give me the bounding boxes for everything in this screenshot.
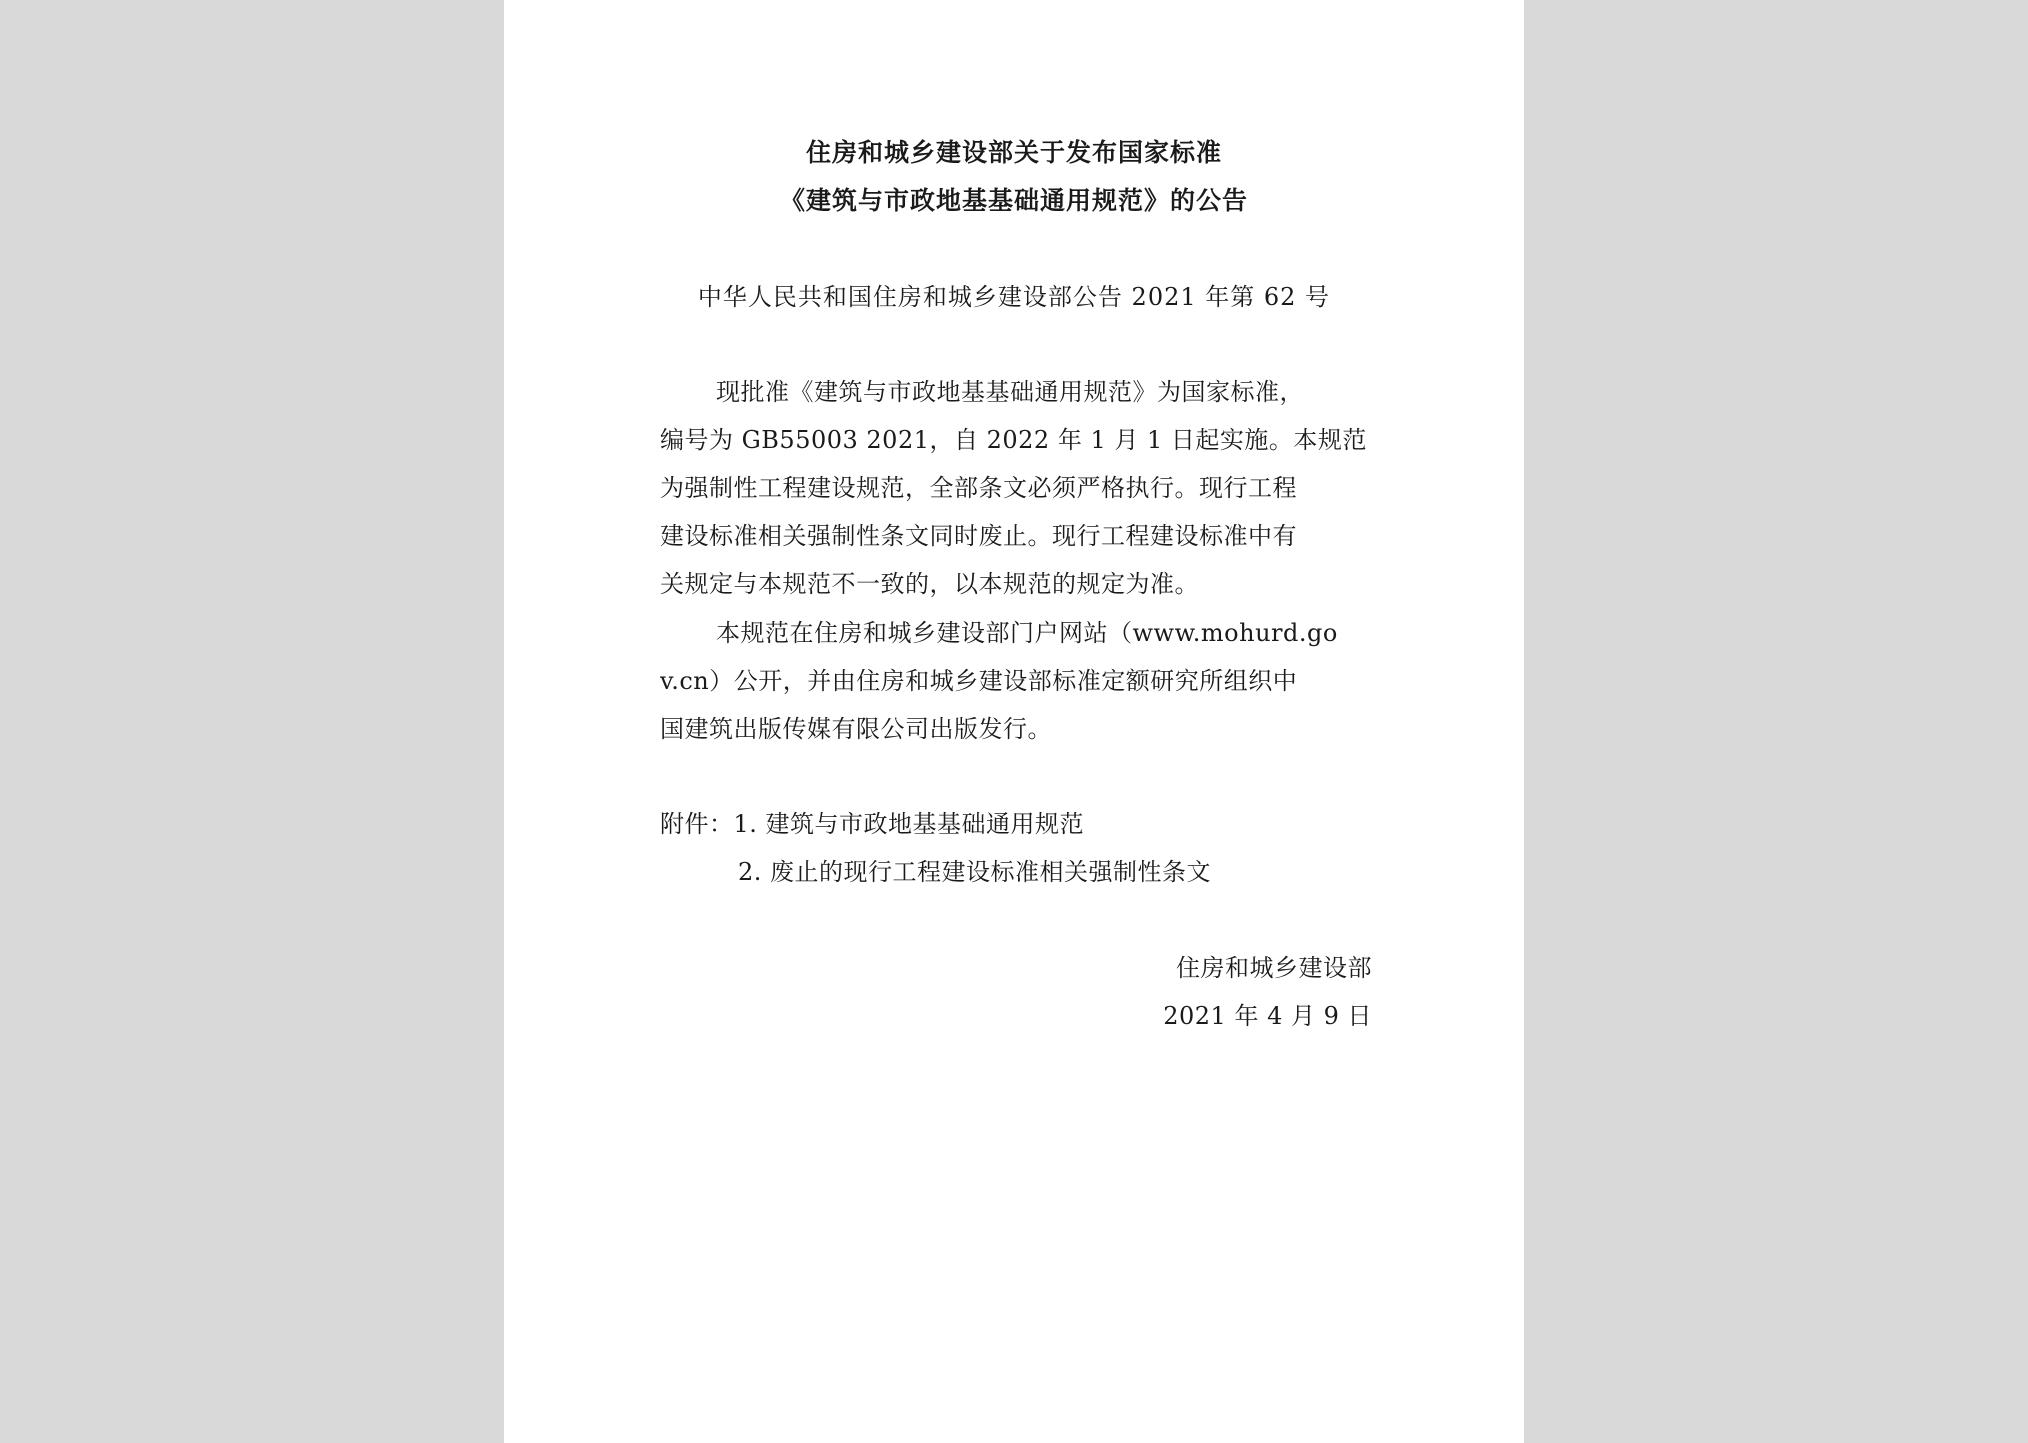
signature-date: 2021 年 4 月 9 日 — [1163, 1002, 1372, 1030]
attachment-item-2: 2. 废止的现行工程建设标准相关强制性条文 — [738, 858, 1212, 886]
paragraph-line: 关规定与本规范不一致的，以本规范的规定为准。 — [660, 570, 1199, 598]
signature-organization: 住房和城乡建设部 — [1176, 954, 1372, 982]
paragraph-line: 建设标准相关强制性条文同时废止。现行工程建设标准中有 — [660, 522, 1297, 550]
paragraph-line: 本规范在住房和城乡建设部门户网站（www.mohurd.go — [716, 619, 1338, 647]
paragraph-line: 编号为 GB55003 2021，自 2022 年 1 月 1 日起实施。本规范 — [660, 426, 1367, 454]
paragraph-line: 现批准《建筑与市政地基基础通用规范》为国家标准， — [716, 378, 1304, 406]
paragraph-line: 为强制性工程建设规范，全部条文必须严格执行。现行工程 — [660, 474, 1297, 502]
paragraph-line: 国建筑出版传媒有限公司出版发行。 — [660, 715, 1052, 743]
paragraph-approval — [660, 368, 1372, 608]
attachment-item-1: 附件：1. 建筑与市政地基基础通用规范 — [660, 810, 1085, 838]
paragraph-line: v.cn）公开，并由住房和城乡建设部标准定额研究所组织中 — [660, 667, 1298, 695]
announcement-number: 中华人民共和国住房和城乡建设部公告 2021 年第 62 号 — [697, 283, 1331, 311]
announcement-title-line-2: 《建筑与市政地基基础通用规范》的公告 — [779, 186, 1248, 215]
paragraph-publication — [660, 609, 1372, 753]
document-page — [504, 0, 1524, 1443]
announcement-title-line-1: 住房和城乡建设部关于发布国家标准 — [805, 138, 1222, 167]
